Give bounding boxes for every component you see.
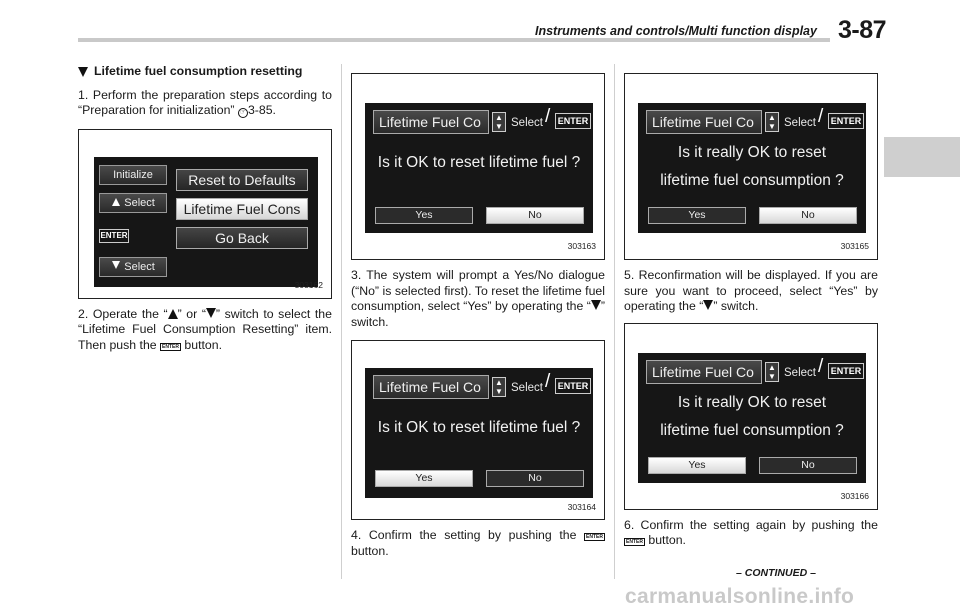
display-screen	[365, 103, 593, 233]
display-screen	[365, 368, 593, 498]
yes-option: Yes	[375, 207, 473, 224]
column-divider	[614, 64, 615, 579]
select-up-label: Select	[99, 193, 167, 213]
page-number: 3-87	[838, 16, 887, 44]
updown-select-icon: ▲ ▼	[765, 112, 779, 132]
figure-id: 303162	[294, 280, 323, 291]
updown-select-icon: ▲ ▼	[492, 377, 506, 397]
enter-icon: ENTER	[626, 539, 643, 546]
enter-icon: ENTER	[828, 113, 864, 129]
step-6: 6. Confirm the setting again by pushing the ENTER button.	[624, 517, 878, 548]
yes-option: Yes	[648, 457, 746, 474]
yes-option: Yes	[648, 207, 746, 224]
select-label: Select	[784, 366, 816, 379]
enter-icon: ENTER	[828, 363, 864, 379]
column-1	[78, 64, 332, 364]
no-option: No	[486, 207, 584, 224]
no-option: No	[486, 470, 584, 487]
arrow-up-icon	[168, 309, 178, 319]
no-option: No	[759, 457, 857, 474]
arrow-down-icon	[703, 300, 713, 310]
page-reference-icon: ☞	[239, 109, 247, 117]
step-1: 1. Perform the preparation steps according to “Preparation for initialization” ☞ 3-85.	[78, 87, 332, 118]
figure-id: 303166	[840, 491, 869, 502]
arrow-down-icon	[591, 300, 601, 310]
updown-select-icon: ▲ ▼	[492, 112, 506, 132]
arrow-up-icon	[112, 198, 120, 206]
slash: /	[545, 371, 551, 393]
updown-select-icon: ▲ ▼	[765, 362, 779, 382]
slash: /	[818, 106, 824, 127]
step-4: 4. Confirm the setting by pushing the ENTER button.	[351, 528, 603, 558]
step-5: 5. Reconfirmation will be displayed. If you are sure you want to proceed, select “Yes” by operating the “ ” switch.	[624, 268, 878, 314]
arrow-down-icon	[206, 308, 216, 318]
display-screen	[94, 157, 318, 287]
dialog-title: Lifetime Fuel Co	[646, 110, 762, 134]
column-3	[624, 73, 878, 559]
select-down-label: Select	[99, 257, 167, 277]
enter-icon: ENTER	[162, 343, 179, 350]
continued-label: – CONTINUED –	[736, 567, 816, 579]
figure-id: 303164	[567, 501, 596, 512]
enter-icon: ENTER	[555, 378, 591, 394]
dialog-title: Lifetime Fuel Co	[646, 360, 762, 384]
slash: /	[545, 106, 551, 127]
figure-dialog-no	[351, 73, 605, 260]
dialog-question-line2: lifetime fuel consumption ?	[660, 421, 844, 439]
dialog-question: Is it OK to reset lifetime fuel ?	[377, 154, 581, 171]
initialize-label: Initialize	[99, 165, 167, 185]
enter-icon: ENTER	[99, 229, 129, 243]
enter-icon: ENTER	[555, 113, 591, 129]
arrow-down-icon	[112, 261, 120, 269]
step-3: 3. The system will prompt a Yes/No dialogue (“No” is selected first). To reset the lifetime fuel consumption, select “Yes” by operating the “ ” switch.	[351, 268, 605, 329]
figure-dialog-yes	[351, 340, 605, 520]
dialog-question: Is it OK to reset lifetime fuel ?	[377, 419, 581, 437]
watermark: carmanualsonline.info	[625, 585, 855, 608]
step-2: 2. Operate the “ ” or “ ” switch to select the “Lifetime Fuel Consumption Resetting” item. Then push the ENTER button.	[78, 306, 332, 352]
dialog-question-line2: lifetime fuel consumption ?	[660, 172, 844, 189]
figure-reconfirm-yes	[624, 323, 878, 510]
figure-reconfirm-no	[624, 73, 878, 260]
slash: /	[818, 355, 824, 377]
figure-id: 303163	[567, 241, 596, 252]
chapter-tab	[884, 137, 960, 177]
dialog-title: Lifetime Fuel Co	[373, 110, 489, 134]
triangle-down-icon	[78, 67, 88, 77]
dialog-question-line1: Is it really OK to reset	[677, 393, 827, 411]
dialog-title: Lifetime Fuel Co	[373, 375, 489, 399]
section-title: Instruments and controls/Multi function display	[535, 24, 817, 38]
no-option: No	[759, 207, 857, 224]
select-label: Select	[511, 117, 543, 129]
menu-item-go-back: Go Back	[176, 227, 308, 249]
figure-id: 303165	[840, 241, 869, 252]
menu-item-lifetime-fuel: Lifetime Fuel Cons	[176, 198, 308, 220]
header-rule	[78, 38, 830, 42]
select-label: Select	[784, 117, 816, 129]
column-2	[351, 73, 605, 570]
enter-icon: ENTER	[586, 534, 603, 541]
display-screen	[638, 103, 866, 233]
display-screen	[638, 353, 866, 483]
column-divider	[341, 64, 342, 579]
select-label: Select	[511, 382, 543, 395]
menu-item-reset-defaults: Reset to Defaults	[176, 169, 308, 191]
figure-menu	[78, 129, 332, 299]
yes-option: Yes	[375, 470, 473, 487]
dialog-question-line1: Is it really OK to reset	[677, 144, 827, 161]
section-heading: Lifetime fuel consumption resetting	[78, 64, 332, 80]
